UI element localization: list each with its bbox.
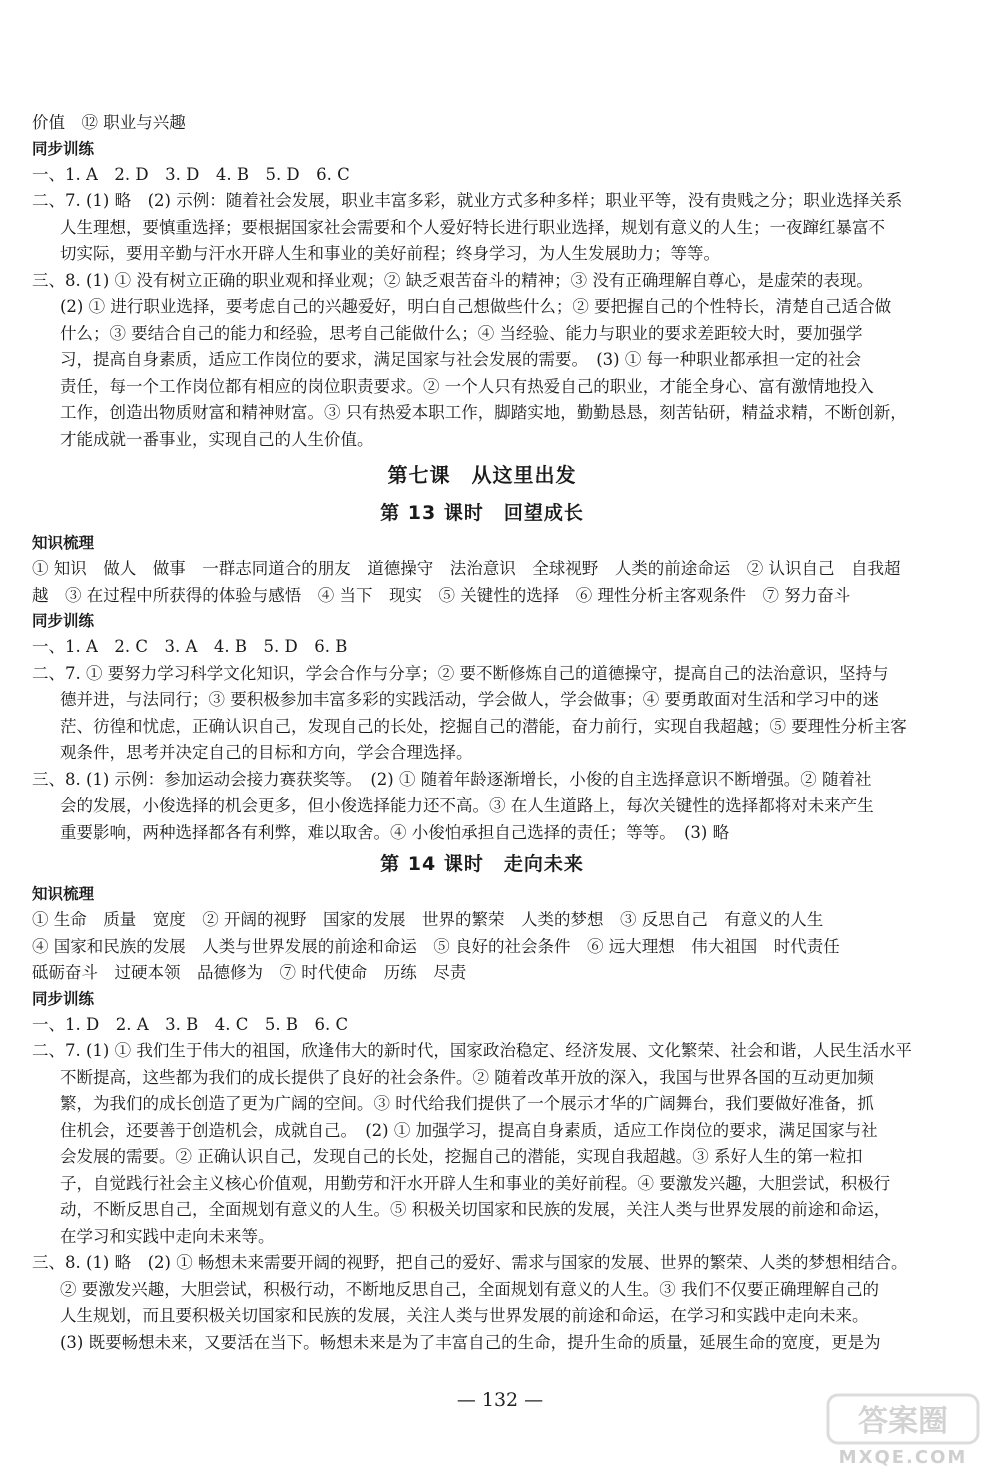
answer-line: 会的发展，小俊选择的机会更多，但小俊选择能力还不高。③ 在人生道路上，每次关键性的选择都将对未来产生	[60, 796, 874, 815]
lesson-title: 第 13 课时 回望成长	[380, 502, 584, 524]
answer-line: (2) ① 进行职业选择，要考虑自己的兴趣爱好，明白自己想做些什么；② 要把握自己的个性特长，清楚自己适合做	[60, 297, 892, 316]
answer-line: 一、1. A 2. D 3. D 4. B 5. D 6. C	[32, 164, 350, 184]
chapter-title: 第七课 从这里出发	[387, 463, 577, 487]
section-heading: 知识梳理	[32, 534, 95, 552]
page-content	[32, 110, 932, 1356]
answer-line: 三、8. (1) ① 没有树立正确的职业观和择业观；② 缺乏艰苦奋斗的精神；③ 没有正确理解自尊心，是虚荣的表现。	[32, 270, 873, 290]
answer-line: 在学习和实践中走向未来等。	[60, 1226, 275, 1246]
watermark-graphic	[820, 1389, 990, 1469]
answer-line: 越 ③ 在过程中所获得的体验与感悟 ④ 当下 现实 ⑤ 关键性的选择 ⑥ 理性分析主客观条件 ⑦ 努力奋斗	[32, 585, 851, 605]
section-heading: 知识梳理	[32, 885, 95, 903]
answer-line: 重要影响，两种选择都各有利弊，难以取舍。④ 小俊怕承担自己选择的责任；等等。 (3) 略	[60, 822, 730, 842]
lesson-title: 第 14 课时 走向未来	[380, 853, 584, 875]
answer-line: ② 要激发兴趣，大胆尝试，积极行动，不断地反思自己，全面规划有意义的人生。③ 我们不仅要正确理解自己的	[60, 1279, 879, 1299]
answer-line: 德并进，与法同行；③ 要积极参加丰富多彩的实践活动，学会做人，学会做事；④ 要勇敢面对生活和学习中的迷	[60, 690, 879, 709]
answer-line: 责任，每一个工作岗位都有相应的岗位职责要求。② 一个人只有热爱自己的职业，才能全身心、富有激情地投入	[60, 376, 874, 396]
answer-line: 二、7. ① 要努力学习科学文化知识，学会合作与分享；② 要不断修炼自己的道德操守，提高自己的法治意识，坚持与	[32, 663, 889, 683]
answer-line: 茫、彷徨和忧虑，正确认识自己，发现自己的长处，挖掘自己的潜能，奋力前行，实现自我超越；⑤ 要理性分析主客	[60, 716, 907, 736]
answer-line: 习，提高自身素质，适应工作岗位的要求，满足国家与社会发展的需要。 (3) ① 每一种职业都承担一定的社会	[60, 350, 862, 369]
answer-line: 二、7. (1) ① 我们生于伟大的祖国，欣逢伟大的新时代，国家政治稳定、经济发展、文化繁荣、社会和谐，人民生活水平	[32, 1041, 912, 1060]
answer-line: 不断提高，这些都为我们的成长提供了良好的社会条件。② 随着改革开放的深入，我国与世界各国的互动更加频	[60, 1067, 874, 1087]
answer-line: ④ 国家和民族的发展 人类与世界发展的前途和命运 ⑤ 良好的社会条件 ⑥ 远大理想 伟大祖国 时代责任	[32, 936, 840, 956]
watermark-text-en: MXQE.COM	[838, 1447, 968, 1468]
answer-line: 才能成就一番事业，实现自己的人生价值。	[60, 429, 374, 449]
answer-line: 观条件，思考并决定自己的目标和方向，学会合理选择。	[60, 743, 473, 762]
watermark-logo	[820, 1389, 990, 1469]
answer-line: 会发展的需要。② 正确认识自己，发现自己的长处，挖掘自己的潜能，实现自我超越。③ 系好人生的第一粒扣	[60, 1147, 863, 1166]
answer-line: 动，不断反思自己，全面规划有意义的人生。⑤ 积极关切国家和民族的发展，关注人类与世界发展的前途和命运，	[60, 1200, 891, 1219]
page-number: — 132 —	[456, 1389, 544, 1411]
answer-line: 子，自觉践行社会主义核心价值观，用勤劳和汗水开辟人生和事业的美好前程。④ 要激发兴趣，大胆尝试，积极行	[60, 1173, 891, 1193]
answer-line: 三、8. (1) 示例：参加运动会接力赛获奖等。 (2) ① 随着年龄逐渐增长，小俊的自主选择意识不断增强。② 随着社	[32, 769, 872, 789]
section-heading: 同步训练	[32, 139, 95, 158]
answer-line: 三、8. (1) 略 (2) ① 畅想未来需要开阔的视野，把自己的爱好、需求与国家的发展、世界的繁荣、人类的梦想相结合。	[32, 1253, 908, 1272]
answer-line: 切实际，要用辛勤与汗水开辟人生和事业的美好前程；终身学习，为人生发展助力；等等。	[60, 244, 720, 263]
answer-line: 砥砺奋斗 过硬本领 品德修为 ⑦ 时代使命 历练 尽责	[32, 963, 467, 982]
answer-line: ① 生命 质量 宽度 ② 开阔的视野 国家的发展 世界的繁荣 人类的梦想 ③ 反思自己 有意义的人生	[32, 910, 824, 929]
section-heading: 同步训练	[32, 989, 95, 1008]
answer-line: 什么；③ 要结合自己的能力和经验，思考自己能做什么；④ 当经验、能力与职业的要求差距较大时，要加强学	[60, 323, 863, 343]
answer-line: 价值 ⑫ 职业与兴趣	[32, 113, 186, 132]
answer-line: 人生规划，而且要积极关切国家和民族的发展，关注人类与世界发展的前途和命运，在学习和实践中走向未来。	[60, 1306, 869, 1325]
answer-line: 住机会，还要善于创造机会，成就自己。 (2) ① 加强学习，提高自身素质，适应工作岗位的要求，满足国家与社	[60, 1120, 878, 1140]
answer-line: 工作，创造出物质财富和精神财富。③ 只有热爱本职工作，脚踏实地，勤勤恳恳，刻苦钻研，精益求精，不断创新，	[60, 403, 907, 422]
section-heading: 同步训练	[32, 612, 95, 630]
answer-line: 二、7. (1) 略 (2) 示例：随着社会发展，职业丰富多彩，就业方式多种多样；职业平等，没有贵贱之分；职业选择关系	[32, 191, 903, 210]
watermark-text-cn: 答案圈	[858, 1404, 948, 1439]
answer-line: 一、1. A 2. C 3. A 4. B 5. D 6. B	[32, 637, 348, 656]
answer-line: 人生理想，要慎重选择；要根据国家社会需要和个人爱好特长进行职业选择，规划有意义的人生；一夜蹿红暴富不	[60, 217, 885, 237]
answer-line: 繁，为我们的成长创造了更为广阔的空间。③ 时代给我们提供了一个展示才华的广阔舞台，我们要做好准备，抓	[60, 1094, 874, 1113]
answer-line: (3) 既要畅想未来，又要活在当下。畅想未来是为了丰富自己的生命，提升生命的质量，延展生命的宽度，更是为	[60, 1332, 881, 1352]
answer-line: 一、1. D 2. A 3. B 4. C 5. B 6. C	[32, 1014, 349, 1034]
answer-line: ① 知识 做人 做事 一群志同道合的朋友 道德操守 法治意识 全球视野 人类的前途命运 ② 认识自己 自我超	[32, 559, 901, 578]
